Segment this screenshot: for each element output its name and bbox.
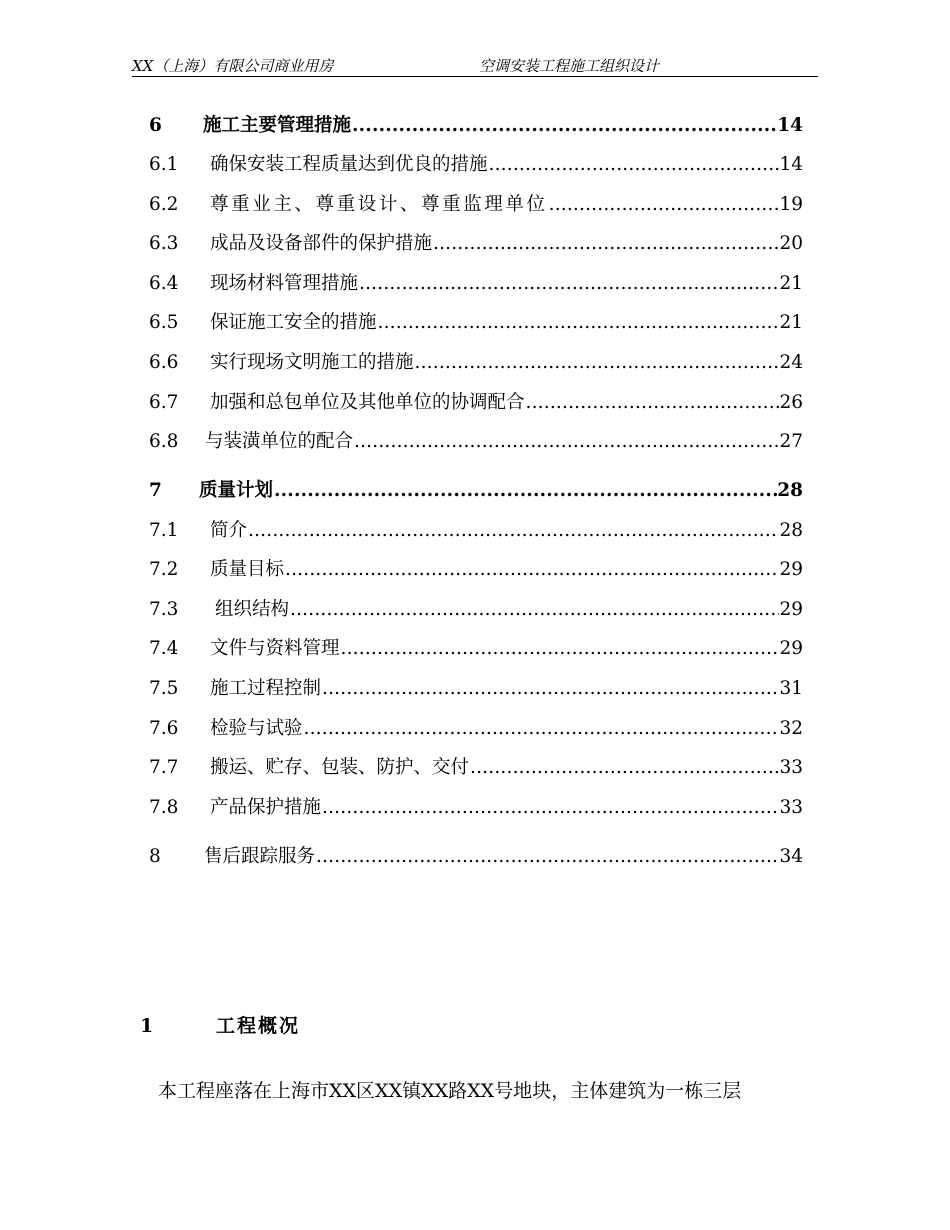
toc-page-number: 31 [779, 678, 803, 699]
body-paragraph: 本工程座落在上海市XX区XX镇XX路XX号地块，主体建筑为一栋三层 [158, 1080, 742, 1102]
toc-entry[interactable] [149, 518, 803, 544]
toc-title: 加强和总包单位及其他单位的协调配合 [210, 392, 525, 413]
toc-title: 与装潢单位的配合 [205, 431, 354, 452]
toc-number: 7.3 [149, 599, 179, 620]
toc-entry[interactable] [149, 113, 803, 139]
toc-page-number: 24 [779, 352, 803, 373]
toc-entry[interactable] [149, 795, 803, 821]
toc-entry[interactable] [149, 716, 803, 742]
toc-entry[interactable] [149, 231, 803, 257]
toc-title: 保证施工安全的措施 [210, 312, 377, 333]
header-company: XX（上海）有限公司商业用房 [132, 57, 334, 75]
toc-leader [525, 390, 780, 416]
toc-number: 8 [149, 846, 161, 867]
toc-title: 简介 [210, 520, 248, 541]
toc-leader [247, 518, 779, 544]
toc-entry[interactable] [149, 192, 803, 218]
toc-title: 确保安装工程质量达到优良的措施 [210, 154, 488, 175]
toc-page-number: 14 [777, 115, 803, 136]
section-heading [140, 1013, 301, 1039]
toc-entry[interactable] [149, 429, 803, 455]
toc-title: 现场材料管理措施 [210, 273, 359, 294]
toc-title: 质量目标 [210, 559, 285, 580]
toc-title: 施工过程控制 [210, 678, 322, 699]
toc-title: 组织结构 [215, 599, 290, 620]
toc-page-number: 28 [777, 480, 803, 501]
toc-number: 7.6 [149, 718, 179, 739]
toc-page-number: 33 [779, 757, 803, 778]
section-number: 1 [140, 1015, 154, 1037]
toc-leader [351, 113, 777, 139]
toc-leader [469, 755, 779, 781]
toc-leader [315, 844, 779, 870]
toc-page-number: 27 [779, 431, 803, 452]
toc-number: 7.4 [149, 638, 179, 659]
toc-entry[interactable] [149, 271, 803, 297]
toc-title: 搬运、贮存、包装、防护、交付 [210, 757, 470, 778]
toc-number: 6.4 [149, 273, 179, 294]
toc-entry[interactable] [149, 350, 803, 376]
toc-number: 6.7 [149, 392, 179, 413]
toc-page-number: 29 [779, 599, 803, 620]
toc-leader [273, 478, 777, 504]
toc-page-number: 29 [779, 638, 803, 659]
toc-number: 7.7 [149, 757, 179, 778]
toc-leader [303, 716, 780, 742]
toc-leader [321, 676, 779, 702]
header-document-title: 空调安装工程施工组织设计 [479, 57, 660, 75]
toc-page-number: 14 [779, 154, 803, 175]
toc-entry[interactable] [149, 636, 803, 662]
page-header [132, 56, 818, 77]
toc-title: 检验与试验 [210, 718, 303, 739]
toc-number: 6 [149, 115, 162, 136]
toc-page-number: 21 [779, 273, 803, 294]
toc-number: 7.5 [149, 678, 179, 699]
toc-entry[interactable] [149, 597, 803, 623]
toc-title: 成品及设备部件的保护措施 [210, 233, 433, 254]
toc-title: 产品保护措施 [210, 797, 322, 818]
toc-number: 7 [149, 480, 162, 501]
toc-leader [284, 557, 779, 583]
toc-number: 7.8 [149, 797, 179, 818]
toc-title: 尊重业主、尊重设计、尊重监理单位 [210, 194, 548, 215]
toc-title: 售后跟踪服务 [204, 846, 316, 867]
toc-entry[interactable] [149, 557, 803, 583]
toc-title: 质量计划 [199, 480, 274, 501]
toc-page-number: 20 [779, 233, 803, 254]
toc-leader [353, 429, 779, 455]
toc-number: 6.3 [149, 233, 179, 254]
toc-leader [432, 231, 779, 257]
toc-title: 文件与资料管理 [210, 638, 340, 659]
toc-entry[interactable] [149, 478, 803, 504]
toc-leader [488, 152, 780, 178]
toc-page-number: 19 [779, 194, 803, 215]
toc-page-number: 26 [779, 392, 803, 413]
toc-entry[interactable] [149, 676, 803, 702]
toc-title: 实行现场文明施工的措施 [210, 352, 414, 373]
toc-number: 6.1 [149, 154, 179, 175]
toc-number: 6.8 [149, 431, 179, 452]
toc-number: 7.1 [149, 520, 179, 541]
toc-entry[interactable] [149, 755, 803, 781]
toc-title: 施工主要管理措施 [203, 115, 352, 136]
toc-number: 7.2 [149, 559, 179, 580]
toc-entry[interactable] [149, 310, 803, 336]
toc-entry[interactable] [149, 390, 803, 416]
toc-leader [548, 192, 780, 218]
toc-leader [289, 597, 779, 623]
toc-number: 6.5 [149, 312, 179, 333]
toc-number: 6.6 [149, 352, 179, 373]
toc-leader [358, 271, 779, 297]
toc-leader [340, 636, 780, 662]
toc-leader [414, 350, 780, 376]
toc-page-number: 33 [779, 797, 803, 818]
toc-page-number: 28 [779, 520, 803, 541]
toc-page-number: 21 [779, 312, 803, 333]
toc-entry[interactable] [149, 844, 803, 870]
toc-page-number: 34 [779, 846, 803, 867]
section-title: 工程概况 [216, 1015, 301, 1037]
toc-page-number: 29 [779, 559, 803, 580]
toc-page-number: 32 [779, 718, 803, 739]
toc-number: 6.2 [149, 194, 179, 215]
toc-entry[interactable] [149, 152, 803, 178]
toc-leader [321, 795, 779, 821]
toc-leader [377, 310, 780, 336]
